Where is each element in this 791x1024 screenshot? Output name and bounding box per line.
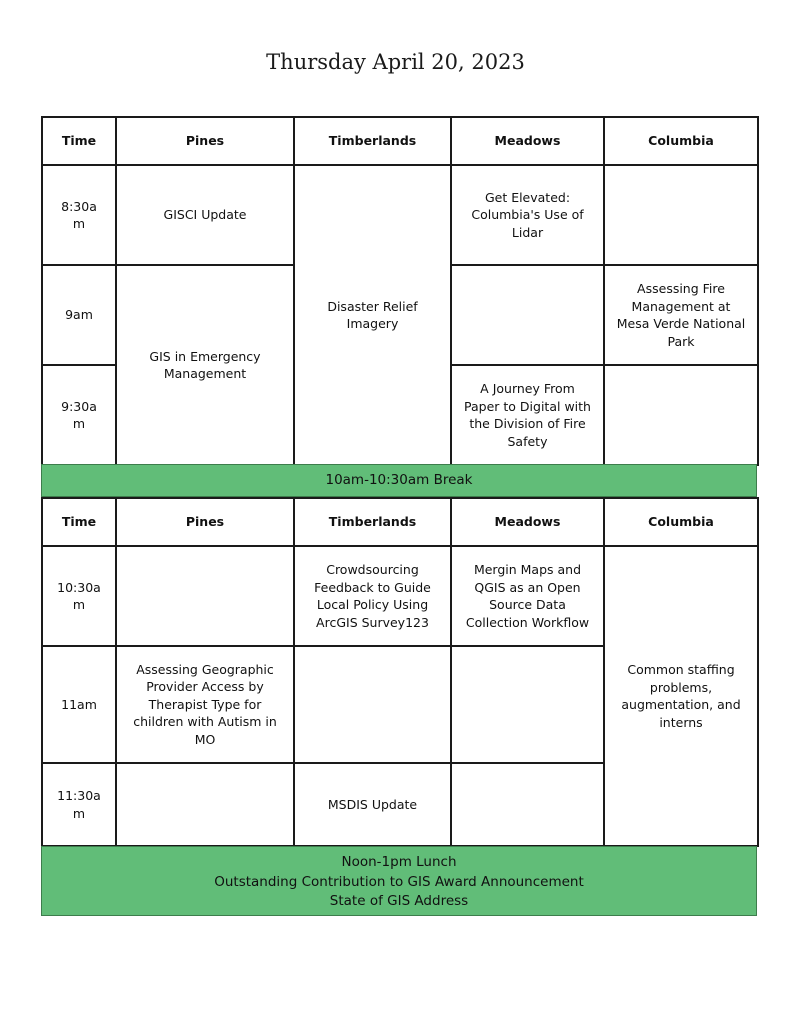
time-cell — [42, 365, 116, 465]
time-cell — [42, 265, 116, 365]
time-cell — [42, 546, 116, 646]
session-cell: GIS in Emergency Management — [116, 265, 294, 465]
session-cell: MSDIS Update — [294, 763, 451, 846]
header-row — [42, 117, 758, 165]
session-cell: Assessing Fire Management at Mesa Verde National Park — [604, 265, 758, 365]
table-row — [42, 546, 758, 646]
schedule-table-late-morning — [41, 497, 759, 847]
session-cell: Mergin Maps and QGIS as an Open Source Data Collection Workflow — [451, 546, 604, 646]
session-cell: Disaster Relief Imagery — [294, 165, 451, 465]
time-label: 11:30a m — [57, 788, 101, 821]
time-label: 10:30a m — [57, 579, 101, 612]
lunch-banner — [41, 846, 757, 916]
schedule-table-morning — [41, 116, 759, 466]
time-label: 11am — [61, 696, 97, 712]
session-cell: A Journey From Paper to Digital with the Division of Fire Safety — [451, 365, 604, 465]
time-cell — [42, 646, 116, 763]
session-cell — [116, 546, 294, 646]
header-time: Time — [42, 117, 116, 165]
address-line: State of GIS Address — [329, 893, 469, 909]
session-cell — [604, 165, 758, 265]
session-cell — [294, 646, 451, 763]
header-pines: Pines — [116, 117, 294, 165]
table-row — [42, 165, 758, 265]
time-cell — [42, 165, 116, 265]
header-time: Time — [42, 498, 116, 546]
time-label: 9:30a m — [61, 398, 97, 431]
session-cell — [451, 265, 604, 365]
session-cell: Common staffing problems, augmentation, and interns — [604, 546, 758, 846]
session-cell: Crowdsourcing Feedback to Guide Local Policy Using ArcGIS Survey123 — [294, 546, 451, 646]
session-cell — [451, 646, 604, 763]
header-row — [42, 498, 758, 546]
lunch-line: Noon-1pm Lunch — [341, 854, 457, 870]
session-cell: GISCI Update — [116, 165, 294, 265]
header-timberlands: Timberlands — [294, 498, 451, 546]
break-banner: 10am-10:30am Break — [41, 464, 757, 497]
time-cell — [42, 763, 116, 846]
session-cell: Assessing Geographic Provider Access by Therapist Type for children with Autism in MO — [116, 646, 294, 763]
page-title: Thursday April 20, 2023 — [266, 50, 525, 74]
session-cell — [604, 365, 758, 465]
header-meadows: Meadows — [451, 498, 604, 546]
award-line: Outstanding Contribution to GIS Award Announcement — [214, 873, 584, 890]
header-columbia: Columbia — [604, 117, 758, 165]
session-cell: Get Elevated: Columbia's Use of Lidar — [451, 165, 604, 265]
header-columbia: Columbia — [604, 498, 758, 546]
time-label: 9am — [65, 307, 93, 323]
session-cell — [451, 763, 604, 846]
session-cell — [116, 763, 294, 846]
time-label: 8:30a m — [61, 198, 97, 231]
header-meadows: Meadows — [451, 117, 604, 165]
header-pines: Pines — [116, 498, 294, 546]
header-timberlands: Timberlands — [294, 117, 451, 165]
